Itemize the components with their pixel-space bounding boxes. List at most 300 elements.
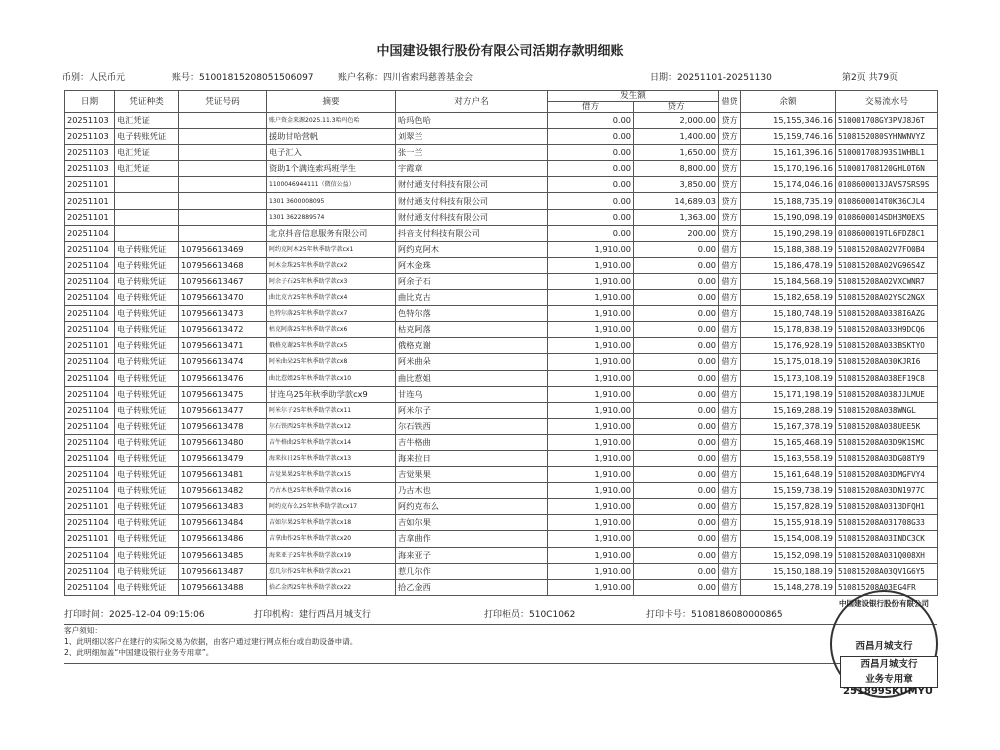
cell-summary: 1301 3622889574 [267, 209, 396, 225]
cell-credit: 0.00 [634, 386, 719, 402]
cell-date: 20251104 [65, 225, 115, 241]
table-row [65, 113, 938, 129]
cell-debit: 0.00 [548, 145, 634, 161]
table-row [65, 241, 938, 257]
cell-summary: 尔石铁西25年秋季助学款cx12 [267, 418, 396, 434]
cell-direction: 贷方 [719, 209, 741, 225]
cell-debit: 0.00 [548, 113, 634, 129]
cell-debit: 0.00 [548, 161, 634, 177]
cell-balance: 15,165,468.19 [741, 434, 836, 450]
cell-direction: 借方 [719, 547, 741, 563]
cell-debit: 1,910.00 [548, 483, 634, 499]
table-row [65, 306, 938, 322]
cell-serial: 510815208A038WNGL [836, 402, 938, 418]
cell-serial: 0108600014T0K36CJL4 [836, 193, 938, 209]
cell-debit: 1,910.00 [548, 402, 634, 418]
cell-direction: 借方 [719, 370, 741, 386]
cell-serial: 510815208A03EG4FR [836, 579, 938, 595]
cell-date: 20251101 [65, 338, 115, 354]
cell-counterparty: 哈玛色哈 [396, 113, 548, 129]
cell-date: 20251104 [65, 241, 115, 257]
cell-voucher-no: 107956613474 [179, 354, 267, 370]
cell-direction: 借方 [719, 499, 741, 515]
cell-voucher-type: 电子转账凭证 [115, 467, 179, 483]
header-date: 日期 [65, 91, 115, 113]
cell-counterparty: 阿米尔子 [396, 402, 548, 418]
cell-serial: 510815208A038JJLMUE [836, 386, 938, 402]
cell-voucher-type: 电子转账凭证 [115, 434, 179, 450]
cell-counterparty: 曲比惹姐 [396, 370, 548, 386]
date-range: 日期：20251101-20251130 [650, 73, 772, 83]
cell-counterparty: 拾乙金西 [396, 579, 548, 595]
statement-table [64, 90, 938, 596]
cell-date: 20251104 [65, 515, 115, 531]
print-time: 打印时间：2025-12-04 09:15:06 [64, 610, 205, 620]
cell-credit: 8,800.00 [634, 161, 719, 177]
cell-voucher-no: 107956613473 [179, 306, 267, 322]
cell-credit: 0.00 [634, 434, 719, 450]
cell-voucher-type [115, 193, 179, 209]
cell-balance: 15,163,558.19 [741, 450, 836, 466]
table-row [65, 531, 938, 547]
cell-counterparty: 吉如尔果 [396, 515, 548, 531]
cell-credit: 200.00 [634, 225, 719, 241]
cell-voucher-no [179, 193, 267, 209]
table-row [65, 579, 938, 595]
cell-date: 20251103 [65, 161, 115, 177]
print-org: 打印机构：建行西昌月城支行 [254, 610, 372, 620]
cell-credit: 0.00 [634, 547, 719, 563]
header-amount: 发生额 [548, 91, 719, 102]
cell-direction: 借方 [719, 306, 741, 322]
cell-voucher-no [179, 113, 267, 129]
table-row [65, 563, 938, 579]
cell-direction: 贷方 [719, 193, 741, 209]
table-row [65, 273, 938, 289]
table-row [65, 177, 938, 193]
cell-credit: 0.00 [634, 354, 719, 370]
cell-debit: 1,910.00 [548, 273, 634, 289]
cell-serial: 510815208A03DMGFVY4 [836, 467, 938, 483]
cell-voucher-type: 电子转账凭证 [115, 450, 179, 466]
cell-debit: 1,910.00 [548, 322, 634, 338]
cell-summary: 吉如尔果25年秋季助学款cx18 [267, 515, 396, 531]
cell-date: 20251104 [65, 418, 115, 434]
cell-direction: 借方 [719, 483, 741, 499]
cell-voucher-no: 107956613484 [179, 515, 267, 531]
cell-counterparty: 张一兰 [396, 145, 548, 161]
cell-voucher-type: 电子转账凭证 [115, 418, 179, 434]
cell-direction: 贷方 [719, 113, 741, 129]
cell-voucher-no: 107956613467 [179, 273, 267, 289]
cell-counterparty: 色特尔落 [396, 306, 548, 322]
cell-summary: 资助1个满连索玛班学生 [267, 161, 396, 177]
cell-balance: 15,161,648.19 [741, 467, 836, 483]
cell-voucher-type [115, 177, 179, 193]
cell-date: 20251104 [65, 306, 115, 322]
cell-voucher-no [179, 177, 267, 193]
cell-balance: 15,167,378.19 [741, 418, 836, 434]
cell-direction: 借方 [719, 257, 741, 273]
table-row [65, 434, 938, 450]
cell-voucher-type [115, 209, 179, 225]
cell-serial: 510001708GY3PVJ8J6T [836, 113, 938, 129]
table-row [65, 467, 938, 483]
cell-voucher-no: 107956613475 [179, 386, 267, 402]
cell-debit: 1,910.00 [548, 531, 634, 547]
cell-balance: 15,159,746.16 [741, 129, 836, 145]
cell-counterparty: 抖音支付科技有限公司 [396, 225, 548, 241]
cell-direction: 借方 [719, 515, 741, 531]
cell-debit: 1,910.00 [548, 338, 634, 354]
cell-serial: 510815208A031Q008XH [836, 547, 938, 563]
cell-serial: 510815208A03INDC3CK [836, 531, 938, 547]
cell-counterparty: 乃古木也 [396, 483, 548, 499]
cell-direction: 贷方 [719, 161, 741, 177]
cell-counterparty: 阿余子石 [396, 273, 548, 289]
cell-voucher-type: 电汇凭证 [115, 113, 179, 129]
cell-voucher-type: 电子转账凭证 [115, 338, 179, 354]
cell-counterparty: 曲比克古 [396, 290, 548, 306]
cell-summary: 吉牛格曲25年秋季助学款cx14 [267, 434, 396, 450]
cell-balance: 15,180,748.19 [741, 306, 836, 322]
cell-direction: 借方 [719, 241, 741, 257]
cell-direction: 借方 [719, 531, 741, 547]
cell-balance: 15,157,828.19 [741, 499, 836, 515]
cell-serial: 510815208A031708G33 [836, 515, 938, 531]
cell-voucher-type: 电子转账凭证 [115, 547, 179, 563]
cell-voucher-type: 电子转账凭证 [115, 370, 179, 386]
cell-voucher-no: 107956613471 [179, 338, 267, 354]
cell-serial: 510001708120GHL0T6N [836, 161, 938, 177]
cell-balance: 15,186,478.19 [741, 257, 836, 273]
cell-debit: 1,910.00 [548, 467, 634, 483]
cell-credit: 0.00 [634, 290, 719, 306]
cell-balance: 15,150,188.19 [741, 563, 836, 579]
cell-direction: 借方 [719, 402, 741, 418]
cell-direction: 借方 [719, 467, 741, 483]
cell-credit: 1,363.00 [634, 209, 719, 225]
cell-credit: 0.00 [634, 370, 719, 386]
header-balance: 余额 [741, 91, 836, 113]
cell-credit: 3,850.00 [634, 177, 719, 193]
cell-credit: 14,689.03 [634, 193, 719, 209]
cell-serial: 510815208A038UEE5K [836, 418, 938, 434]
table-row [65, 161, 938, 177]
cell-serial: 510815208A02V7FO0B4 [836, 241, 938, 257]
cell-date: 20251103 [65, 129, 115, 145]
cell-date: 20251104 [65, 483, 115, 499]
cell-voucher-type: 电汇凭证 [115, 161, 179, 177]
cell-counterparty: 惹几尔作 [396, 563, 548, 579]
cell-date: 20251104 [65, 290, 115, 306]
cell-counterparty: 甘连乌 [396, 386, 548, 402]
cell-voucher-type: 电子转账凭证 [115, 483, 179, 499]
cell-date: 20251104 [65, 257, 115, 273]
cell-voucher-no: 107956613477 [179, 402, 267, 418]
table-row [65, 402, 938, 418]
cell-counterparty: 枯克阿落 [396, 322, 548, 338]
cell-serial: 510815208A03DN1977C [836, 483, 938, 499]
cell-debit: 0.00 [548, 177, 634, 193]
cell-credit: 2,000.00 [634, 113, 719, 129]
cell-voucher-type: 电子转账凭证 [115, 290, 179, 306]
cell-date: 20251101 [65, 193, 115, 209]
cell-debit: 1,910.00 [548, 515, 634, 531]
seal-label: 业务专用章 [865, 674, 913, 685]
cell-date: 20251104 [65, 402, 115, 418]
cell-voucher-no [179, 145, 267, 161]
cell-direction: 借方 [719, 563, 741, 579]
cell-balance: 15,190,098.19 [741, 209, 836, 225]
table-row [65, 499, 938, 515]
cell-debit: 1,910.00 [548, 386, 634, 402]
table-header-row [65, 91, 938, 102]
cell-voucher-no [179, 225, 267, 241]
cell-balance: 15,161,396.16 [741, 145, 836, 161]
cell-date: 20251104 [65, 563, 115, 579]
cell-date: 20251104 [65, 467, 115, 483]
cell-debit: 1,910.00 [548, 354, 634, 370]
cell-voucher-no: 107956613485 [179, 547, 267, 563]
cell-counterparty: 尔石铁西 [396, 418, 548, 434]
seal-code: 251899SKUMYU [843, 686, 933, 697]
cell-voucher-type: 电子转账凭证 [115, 322, 179, 338]
cell-debit: 1,910.00 [548, 579, 634, 595]
cell-date: 20251101 [65, 499, 115, 515]
table-row [65, 129, 938, 145]
cell-balance: 15,176,928.19 [741, 338, 836, 354]
cell-balance: 15,154,008.19 [741, 531, 836, 547]
cell-voucher-no: 107956613478 [179, 418, 267, 434]
cell-summary: 乃古木也25年秋季助学款cx16 [267, 483, 396, 499]
cell-counterparty: 财付通支付科技有限公司 [396, 193, 548, 209]
cell-summary: 吉觉果果25年秋季助学款cx15 [267, 467, 396, 483]
cell-voucher-type: 电子转账凭证 [115, 354, 179, 370]
cell-voucher-no [179, 129, 267, 145]
table-row [65, 290, 938, 306]
cell-counterparty: 刘翠兰 [396, 129, 548, 145]
cell-credit: 1,400.00 [634, 129, 719, 145]
cell-voucher-no: 107956613470 [179, 290, 267, 306]
cell-serial: 0108600019TL6FDZ8C1 [836, 225, 938, 241]
notice-title: 客户须知： [64, 626, 102, 635]
business-seal [840, 656, 938, 688]
cell-credit: 0.00 [634, 467, 719, 483]
cell-debit: 0.00 [548, 209, 634, 225]
cell-voucher-type: 电子转账凭证 [115, 402, 179, 418]
cell-date: 20251101 [65, 531, 115, 547]
cell-summary: 海来拉日25年秋季助学款cx13 [267, 450, 396, 466]
cell-counterparty: 阿米曲朵 [396, 354, 548, 370]
header-voucher-no: 凭证号码 [179, 91, 267, 113]
table-row [65, 370, 938, 386]
header-counterparty: 对方户名 [396, 91, 548, 113]
cell-counterparty: 阿约克布么 [396, 499, 548, 515]
cell-credit: 0.00 [634, 338, 719, 354]
cell-balance: 15,175,018.19 [741, 354, 836, 370]
stamp-ring-text: 中国建设银行股份有限公司 [839, 599, 929, 608]
cell-direction: 借方 [719, 354, 741, 370]
cell-serial: 510815208A033BSKTYO [836, 338, 938, 354]
cell-balance: 15,184,568.19 [741, 273, 836, 289]
cell-debit: 1,910.00 [548, 499, 634, 515]
cell-summary: 阿约克阿木25年秋季助学款cx1 [267, 241, 396, 257]
customer-notice [64, 624, 937, 664]
cell-summary: 电子汇入 [267, 145, 396, 161]
cell-direction: 借方 [719, 290, 741, 306]
cell-credit: 0.00 [634, 241, 719, 257]
header-credit: 贷方 [634, 102, 719, 113]
cell-voucher-no: 107956613481 [179, 467, 267, 483]
cell-counterparty: 财付通支付科技有限公司 [396, 177, 548, 193]
cell-debit: 1,910.00 [548, 241, 634, 257]
cell-direction: 贷方 [719, 129, 741, 145]
cell-serial: 5108152080SYHNWNVYZ [836, 129, 938, 145]
cell-balance: 15,155,346.16 [741, 113, 836, 129]
cell-date: 20251104 [65, 370, 115, 386]
cell-voucher-type: 电子转账凭证 [115, 499, 179, 515]
cell-voucher-no: 107956613479 [179, 450, 267, 466]
stamp-branch: 西昌月城支行 [855, 641, 913, 652]
cell-voucher-no: 107956613480 [179, 434, 267, 450]
cell-summary: 阿木金珠25年秋季助学款cx2 [267, 257, 396, 273]
cell-balance: 15,169,288.19 [741, 402, 836, 418]
print-counter: 打印柜员：510C1062 [484, 610, 576, 620]
cell-direction: 借方 [719, 338, 741, 354]
cell-date: 20251104 [65, 386, 115, 402]
cell-summary: 阿约克布么25年秋季助学款cx17 [267, 499, 396, 515]
cell-counterparty: 阿约克阿木 [396, 241, 548, 257]
cell-voucher-no: 107956613487 [179, 563, 267, 579]
cell-credit: 0.00 [634, 273, 719, 289]
cell-direction: 贷方 [719, 145, 741, 161]
cell-summary: 账户资金来源2025.11.3哈玛色哈 [267, 113, 396, 129]
cell-counterparty: 宇霞章 [396, 161, 548, 177]
cell-direction: 借方 [719, 273, 741, 289]
cell-summary: 曲比克古25年秋季助学款cx4 [267, 290, 396, 306]
table-row [65, 145, 938, 161]
table-row [65, 209, 938, 225]
cell-date: 20251104 [65, 354, 115, 370]
cell-voucher-no [179, 209, 267, 225]
notice-line-1: 1、此明细以客户在建行的实际交易为依据，由客户通过建行网点柜台或自助设备申请。 [64, 637, 358, 646]
currency: 币别：人民币元 [62, 73, 126, 83]
cell-summary: 阿米尔子25年秋季助学款cx11 [267, 402, 396, 418]
cell-serial: 510001708J93S1WHBL1 [836, 145, 938, 161]
cell-serial: 510815208A0338I6AZG [836, 306, 938, 322]
cell-voucher-type: 电汇凭证 [115, 145, 179, 161]
cell-voucher-no: 107956613486 [179, 531, 267, 547]
cell-credit: 0.00 [634, 450, 719, 466]
header-summary: 摘要 [267, 91, 396, 113]
cell-summary: 1100046944111（微信公益） [267, 177, 396, 193]
cell-credit: 0.00 [634, 483, 719, 499]
account-number: 账号：51001815208051506097 [172, 73, 314, 83]
cell-voucher-no: 107956613472 [179, 322, 267, 338]
account-name: 账户名称：四川省索玛慈善基金会 [338, 73, 474, 83]
cell-direction: 借方 [719, 322, 741, 338]
cell-direction: 借方 [719, 386, 741, 402]
cell-credit: 0.00 [634, 531, 719, 547]
cell-direction: 贷方 [719, 225, 741, 241]
table-row [65, 193, 938, 209]
table-row [65, 483, 938, 499]
cell-summary: 枯克阿落25年秋季助学款cx6 [267, 322, 396, 338]
cell-debit: 0.00 [548, 193, 634, 209]
cell-date: 20251104 [65, 273, 115, 289]
cell-debit: 1,910.00 [548, 290, 634, 306]
cell-date: 20251103 [65, 113, 115, 129]
cell-serial: 510815208A03DG08TY9 [836, 450, 938, 466]
cell-date: 20251104 [65, 434, 115, 450]
cell-serial: 510815208A03QV1G6Y5 [836, 563, 938, 579]
cell-voucher-no [179, 161, 267, 177]
cell-voucher-no: 107956613468 [179, 257, 267, 273]
cell-serial: 510815208A0313DFQH1 [836, 499, 938, 515]
cell-credit: 1,650.00 [634, 145, 719, 161]
cell-summary: 甘连乌25年秋季助学款cx9 [267, 386, 396, 402]
header-debit: 借方 [548, 102, 634, 113]
cell-summary: 惹几尔作25年秋季助学款cx21 [267, 563, 396, 579]
cell-balance: 15,155,918.19 [741, 515, 836, 531]
print-card: 打印卡号：5108186080000865 [646, 610, 783, 620]
table-row [65, 225, 938, 241]
table-row [65, 418, 938, 434]
cell-credit: 0.00 [634, 563, 719, 579]
cell-balance: 15,188,735.19 [741, 193, 836, 209]
cell-summary: 吉拿曲作25年秋季助学款cx20 [267, 531, 396, 547]
cell-voucher-type: 电子转账凭证 [115, 515, 179, 531]
cell-balance: 15,190,298.19 [741, 225, 836, 241]
cell-serial: 510815208A030KJRI6 [836, 354, 938, 370]
cell-counterparty: 财付通支付科技有限公司 [396, 209, 548, 225]
table-row [65, 450, 938, 466]
cell-credit: 0.00 [634, 257, 719, 273]
header-voucher-type: 凭证种类 [115, 91, 179, 113]
cell-voucher-type: 电子转账凭证 [115, 531, 179, 547]
cell-date: 20251104 [65, 547, 115, 563]
notice-line-2: 2、此明细加盖“中国建设银行业务专用章”。 [64, 648, 214, 657]
cell-date: 20251101 [65, 177, 115, 193]
cell-counterparty: 吉牛格曲 [396, 434, 548, 450]
cell-date: 20251101 [65, 209, 115, 225]
cell-balance: 15,159,738.19 [741, 483, 836, 499]
cell-date: 20251104 [65, 322, 115, 338]
cell-voucher-type: 电子转账凭证 [115, 129, 179, 145]
cell-voucher-type: 电子转账凭证 [115, 386, 179, 402]
cell-counterparty: 俄格克谢 [396, 338, 548, 354]
cell-counterparty: 吉觉果果 [396, 467, 548, 483]
cell-balance: 15,188,388.19 [741, 241, 836, 257]
cell-debit: 0.00 [548, 225, 634, 241]
cell-counterparty: 海来拉日 [396, 450, 548, 466]
cell-voucher-type: 电子转账凭证 [115, 241, 179, 257]
table-row [65, 354, 938, 370]
cell-balance: 15,174,046.16 [741, 177, 836, 193]
cell-balance: 15,178,838.19 [741, 322, 836, 338]
cell-voucher-type: 电子转账凭证 [115, 563, 179, 579]
cell-voucher-type: 电子转账凭证 [115, 306, 179, 322]
cell-credit: 0.00 [634, 418, 719, 434]
table-row [65, 322, 938, 338]
seal-branch: 西昌月城支行 [860, 659, 918, 670]
cell-counterparty: 吉拿曲作 [396, 531, 548, 547]
cell-serial: 0108600013JAVS7SRS9S [836, 177, 938, 193]
cell-credit: 0.00 [634, 306, 719, 322]
cell-summary: 阿余子石25年秋季助学款cx3 [267, 273, 396, 289]
cell-direction: 贷方 [719, 177, 741, 193]
